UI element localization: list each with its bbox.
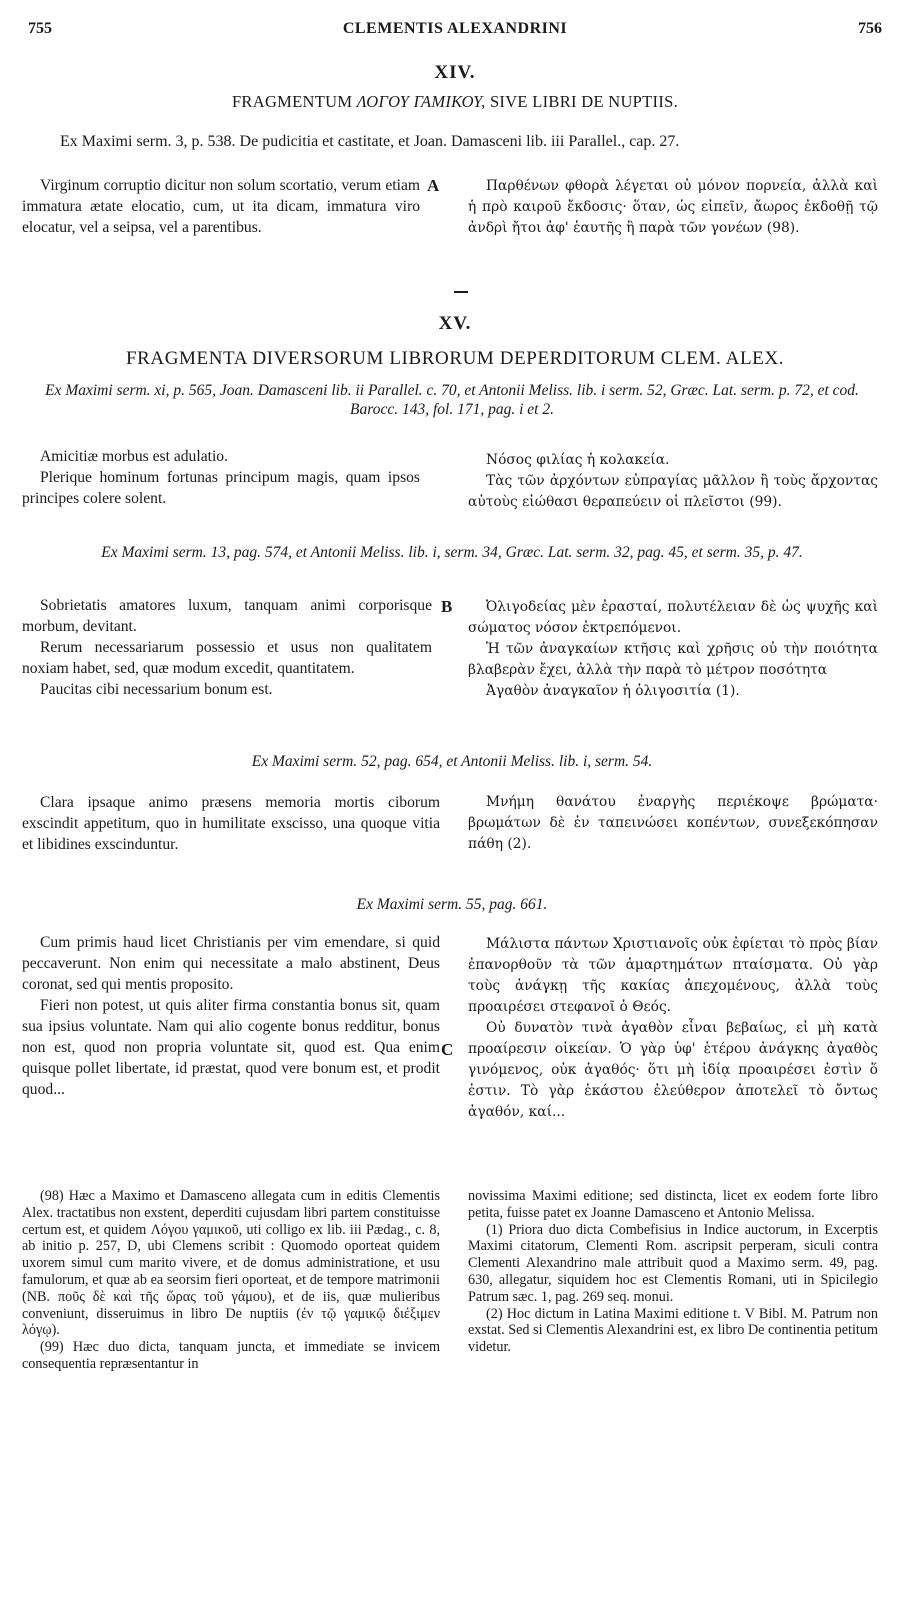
margin-marker-b: B xyxy=(441,597,453,616)
xv-source-2: Ex Maximi serm. 13, pag. 574, et Antonii Meliss. lib. i, serm. 34, Græc. Lat. serm. 32, pag. 45, et serm. 35, p. 47. xyxy=(101,544,803,561)
xv-latin-3: Clara ipsaque animo præsens memoria mortis ciborum exscindit appetitum, quo in humilitate exscisso, una quoque vitia et libidines exscinduntur. xyxy=(22,794,440,853)
xv-latin-2: Sobrietatis amatores luxum, tanquam animi corporisque morbum, devitant. Rerum necessariarum possessio et usus non qualitatem noxiam habet, sed, quæ modum excedit, quantitatem. Paucitas cibi necessarium bonum est. xyxy=(22,597,432,698)
footnote-1: (1) Priora duo dicta Combefisius in Indice auctorum, in Excerptis Maximi citatorum, Clementi Rom. ascripsit perperam, siculi contra Clementi Alexandrino male attribuit quod a Maximo serm. 49, pag. 630, allegatur, siquidem hoc est Clementis Romani, uti in Spicilegio Patrum sæc. 1, pag. 269 seq. monui. xyxy=(468,1221,878,1305)
xiv-greek-text: Παρθένων φθορὰ λέγεται οὐ μόνον πορνεία, ἀλλὰ καὶ ἡ πρὸ καιροῦ ἔκδοσις· ὅταν, ὡς εἰπεῖν, ἄωρος ἐκδοθῇ τῷ ἀνδρὶ ἤτοι ἀφ' ἑαυτῆς ἢ παρὰ τῶν γονέων (98). xyxy=(468,178,878,236)
footnotes-left xyxy=(22,1188,440,1373)
footnote-98: (98) Hæc a Maximo et Damasceno allegata cum in editis Clementis Alex. tractatibus non exstent, deperditi cujusdam libri partem constituisse certum est, et quidem Λόγου γαμικοῦ, uti colligo ex lib. iii Pædag., c. 8, ab initio p. 257, D, ubi Clemens scribit : Quomodo oporteat quidem uxorem simul cum marito vivere, et de domus administratione, et usu famulorum, et quæ ab ea seorsim fieri oporteat, et de tempore matrimonii (NB. ποῦς δὲ καὶ τῆς ὥρας τοῦ γάμου), et de iis, quæ mulieribus conveniunt, disseruimus in libro De nuptiis (ἐν τῷ γαμικῷ διέξιμεν λόγῳ). xyxy=(22,1188,440,1339)
xv-source-1: Ex Maximi serm. xi, p. 565, Joan. Damasceni lib. ii Parallel. c. 70, et Antonii Meliss. lib. i serm. 52, Græc. Lat. serm. p. 72, et cod. Barocc. 143, fol. 171, pag. i et 2. xyxy=(45,382,859,418)
section-xiv-source: Ex Maximi serm. 3, p. 538. De pudicitia et castitate, et Joan. Damasceni lib. iii Parallel., cap. 27. xyxy=(60,133,680,150)
running-title: CLEMENTIS ALEXANDRINI xyxy=(342,20,568,37)
xv-greek-3: Μνήμη θανάτου ἐναργὴς περιέκοψε βρώματα· βρωμάτων δὲ ἐν ταπεινώσει κοπέντων, συνεξεκόπησαν πάθη (2). xyxy=(468,794,878,852)
xv-greek-4: Μάλιστα πάντων Χριστιανοῖς οὐκ ἐφίεται τὸ πρὸς βίαν ἐπανορθοῦν τὰ τῶν ἁμαρτημάτων πταίσματα. Οὐ γὰρ τοὺς ἀνάγκῃ τῆς κακίας ἀπεχομένους, ἀλλὰ τοὺς προαιρέσει στεφανοῖ ὁ Θεός. Οὐ δυνατὸν τινὰ ἀγαθὸν εἶναι βεβαίως, εἰ μὴ κατὰ προαίρεσιν οἰκείαν. Ὁ γὰρ ὑφ' ἑτέρου ἀνάγκης ἀγαθὸς γινόμενος, οὐκ ἀγαθός· ὅτι μὴ ἰδίᾳ προαιρέσει ἐστὶν ὅ ἐστιν. Τὸ γὰρ ἑκάστου ἐλεύθερον ἀποτελεῖ τὸ ὄντως ἀγαθόν, καί... xyxy=(468,936,878,1120)
xv-latin-1: Amicitiæ morbus est adulatio. Plerique hominum fortunas principum magis, quam ipsos principes colere solent. xyxy=(22,448,420,507)
section-xv-numeral: XV. xyxy=(438,313,472,334)
footnote-99: (99) Hæc duo dicta, tanquam juncta, et immediate se invicem consequentia repræsentantur in xyxy=(22,1339,440,1372)
xv-source-4: Ex Maximi serm. 55, pag. 661. xyxy=(356,896,548,913)
left-page-number: 755 xyxy=(28,20,52,37)
section-xiv-title: FRAGMENTUM ΛΟΓΟΥ ΓΑΜΙΚΟΥ, SIVE LIBRI DE NUPTIIS. xyxy=(231,92,679,111)
footnotes-right xyxy=(468,1188,878,1356)
section-xiv-numeral: XIV. xyxy=(434,62,476,83)
xv-greek-1: Νόσος φιλίας ἡ κολακεία. Τὰς τῶν ἀρχόντων εὐπραγίας μᾶλλον ἢ τοὺς ἄρχοντας αὐτοὺς εἰώθασι θεραπεύειν οἱ πλεῖστοι (99). xyxy=(468,452,878,510)
margin-marker-c: C xyxy=(441,1040,454,1059)
footnote-99-continued: novissima Maximi editione; sed distincta, licet ex eodem forte libro petita, fuisse patet ex Joanne Damasceno et Antonio Melissa. xyxy=(468,1188,878,1221)
section-divider xyxy=(454,291,468,293)
xv-latin-4: Cum primis haud licet Christianis per vim emendare, si quid peccaverunt. Non enim qui necessitate a malo abstinent, Deus coronat, sed qui mentis proposito. Fieri non potest, ut quis aliter firma constantia bonus sit, quam sua ipsius voluntate. Nam qui alio cogente bonus redditur, bonus non est, quod non propria voluntate sit, quod est. Qua enim quisque pollet libertate, id præstat, quod vere bonum est, et prodit quod... xyxy=(22,934,440,1098)
xiv-latin-text: Virginum corruptio dicitur non solum scortatio, verum etiam immatura ætate elocatio, cum, ut ita dicam, immatura viro elocatur, vel a seipsa, vel a parentibus. xyxy=(22,177,420,236)
margin-marker-a: A xyxy=(427,176,440,195)
right-page-number: 756 xyxy=(858,20,882,37)
section-xv-title: FRAGMENTA DIVERSORUM LIBRORUM DEPERDITORUM CLEM. ALEX. xyxy=(125,348,785,369)
xv-source-3: Ex Maximi serm. 52, pag. 654, et Antonii Meliss. lib. i, serm. 54. xyxy=(251,753,653,770)
footnote-2: (2) Hoc dictum in Latina Maximi editione t. V Bibl. M. Patrum non exstat. Sed si Clementis Alexandrini est, ex libro De continentia petitum videtur. xyxy=(468,1305,878,1356)
xv-greek-2: Ὀλιγοδείας μὲν ἐρασταί, πολυτέλειαν δὲ ὡς ψυχῆς καὶ σώματος νόσον ἐκτρεπόμενοι. Ἡ τῶν ἀναγκαίων κτῆσις καὶ χρῆσις οὐ τὴν ποιότητα βλαβερὰν ἔχει, ἀλλὰ τὴν παρὰ τὸ μέτρον ποσότητα Ἀγαθὸν ἀναγκαῖον ἡ ὀλιγοσιτία (1). xyxy=(468,599,878,699)
